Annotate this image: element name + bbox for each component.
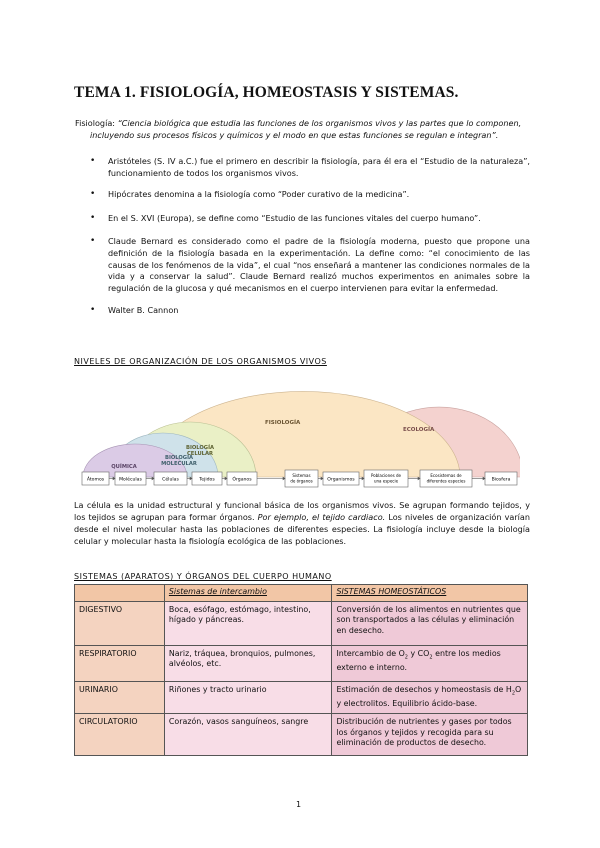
- svg-text:Átomos: Átomos: [86, 477, 105, 483]
- page-number: 1: [296, 800, 302, 809]
- system-name: CIRCULATORIO: [75, 714, 165, 756]
- svg-text:Órganos: Órganos: [232, 477, 252, 483]
- page-title: TEMA 1. FISIOLOGÍA, HOMEOSTASIS Y SISTEMAS.: [74, 84, 459, 101]
- system-homeostatic: Distribución de nutrientes y gases por todos los órganos y tejidos y recogida para su eliminación de productos de desecho.: [332, 714, 528, 756]
- cell-paragraph-part-1: La célula es la unidad estructural y funcional básica de los organismos vivos. Se agrupan formando tejidos, y los tejidos se agrupan para formar órganos.: [74, 500, 530, 522]
- level-tejidos: [192, 472, 222, 485]
- bullet-claude-bernard: • Claude Bernard es considerado como el padre de la fisiología moderna, puesto que propone una definición de la fisiología basada en la experimentación. La define como: “el conocimiento de las causas de los fenómenos de la vida”, el cual “nos enseñará a mantener las condiciones normales de la vida y a conservar la salud”. Claude Bernard realizó muchos experimentos en animales sobre la regulación de la glucosa y qué mecanismos en el cuerpo intervienen para evitar la enfermedad.: [90, 236, 530, 294]
- system-name: RESPIRATORIO: [75, 645, 165, 681]
- svg-text:Ecosistemas de: Ecosistemas de: [430, 473, 462, 478]
- table-row: [75, 601, 528, 645]
- physiology-definition: [75, 117, 530, 141]
- arch-label-biologia-molecular-1: BIOLOGÍA: [164, 455, 194, 461]
- svg-text:Sistemas: Sistemas: [292, 473, 311, 478]
- organization-levels-svg: [80, 372, 520, 497]
- level-atomos: [82, 472, 109, 485]
- svg-text:Organismos: Organismos: [327, 477, 355, 483]
- svg-text:diferentes especies: diferentes especies: [426, 478, 466, 484]
- level-celulas: [154, 472, 187, 485]
- level-biosfera: [485, 472, 517, 485]
- level-ecosistemas: [420, 470, 472, 487]
- arch-label-quimica: QUÍMICA: [111, 464, 137, 470]
- bullet-hipocrates: • Hipócrates denomina a la fisiología como “Poder curativo de la medicina”.: [90, 189, 530, 201]
- system-homeostatic: Conversión de los alimentos en nutrientes que son transportados a las células y eliminación en desecho.: [332, 601, 528, 645]
- level-poblaciones: [364, 470, 408, 487]
- system-name: DIGESTIVO: [75, 601, 165, 645]
- svg-text:Biosfera: Biosfera: [491, 477, 511, 483]
- system-homeostatic: Intercambio de $O_2$ y $CO_2$ entre los medios externo e interno.: [332, 645, 528, 681]
- table-header-row: [75, 585, 528, 602]
- svg-text:Células: Células: [162, 477, 179, 483]
- cell-paragraph-example: Por ejemplo, el tejido cardiaco.: [257, 512, 386, 522]
- arch-label-biologia-celular-1: BIOLOGÍA: [185, 445, 215, 451]
- bullet-siglo-xvi: • En el S. XVI (Europa), se define como “Estudio de las funciones vitales del cuerpo humano”.: [90, 213, 530, 225]
- definition-line-1: [75, 117, 530, 129]
- svg-text:Moléculas: Moléculas: [119, 477, 142, 483]
- arch-label-biologia-celular-2: CELULAR: [187, 451, 213, 457]
- system-organs: Nariz, tráquea, bronquios, pulmones, alvéolos, etc.: [164, 645, 332, 681]
- system-name: URINARIO: [75, 681, 165, 714]
- cell-paragraph-part-2: Los niveles de organización varían desde el nivel molecular hasta las poblaciones de diferentes especies. La fisiología incluye desde la biología celular y molecular hasta la fisiología ecológica de las poblaciones.: [74, 512, 530, 546]
- bullet-walter-cannon: • Walter B. Cannon: [90, 305, 530, 317]
- table-header-empty: [75, 585, 165, 602]
- definition-text-1: “Ciencia biológica que estudia las funciones de los organismos vivos y las partes que lo componen,: [117, 118, 522, 128]
- table-header-intercambio: Sistemas de intercambio: [164, 585, 332, 602]
- svg-text:una especie: una especie: [373, 478, 399, 484]
- bullet-aristoteles: • Aristóteles (S. IV a.C.) fue el primero en describir la fisiología, para él era el “Estudio de la naturaleza”, funcionamiento de todos los organismos vivos.: [90, 156, 530, 179]
- system-organs: Corazón, vasos sanguíneos, sangre: [164, 714, 332, 756]
- definition-text-2: incluyendo sus procesos físicos y químicos y el modo en que estas funciones se regulan e integran”.: [90, 130, 499, 140]
- levels-section-title: NIVELES DE ORGANIZACIÓN DE LOS ORGANISMOS VIVOS: [74, 357, 327, 366]
- organization-levels-diagram: [80, 372, 520, 497]
- arch-label-biologia-molecular-2: MOLECULAR: [161, 461, 197, 467]
- level-moleculas: [115, 472, 146, 485]
- system-organs: Boca, esófago, estómago, intestino, hígado y páncreas.: [164, 601, 332, 645]
- svg-text:Poblaciones de: Poblaciones de: [371, 473, 401, 478]
- definition-line-2: [78, 129, 530, 141]
- level-organismos: [323, 472, 359, 485]
- systems-section-title: SISTEMAS (APARATOS) Y ÓRGANOS DEL CUERPO HUMANO: [74, 572, 332, 581]
- definition-label: Fisiología:: [75, 118, 116, 128]
- level-organos: [227, 472, 257, 485]
- svg-text:Tejidos: Tejidos: [199, 477, 215, 483]
- level-sistemas-de-organos: [285, 470, 318, 487]
- svg-text:de órganos: de órganos: [290, 478, 313, 484]
- table-row: [75, 681, 528, 714]
- arch-label-fisiologia: FISIOLOGÍA: [265, 420, 301, 426]
- cell-paragraph: [74, 499, 530, 547]
- systems-table: [74, 584, 528, 756]
- arch-label-ecologia: ECOLOGÍA: [403, 427, 435, 433]
- table-row: [75, 714, 528, 756]
- system-organs: Riñones y tracto urinario: [164, 681, 332, 714]
- table-row: [75, 645, 528, 681]
- system-homeostatic: Estimación de desechos y homeostasis de $H_2O$ y electrolitos. Equilibrio ácido-base.: [332, 681, 528, 714]
- history-bullet-list: [90, 156, 530, 317]
- table-header-homeostaticos: SISTEMAS HOMEOSTÁTICOS: [332, 585, 528, 602]
